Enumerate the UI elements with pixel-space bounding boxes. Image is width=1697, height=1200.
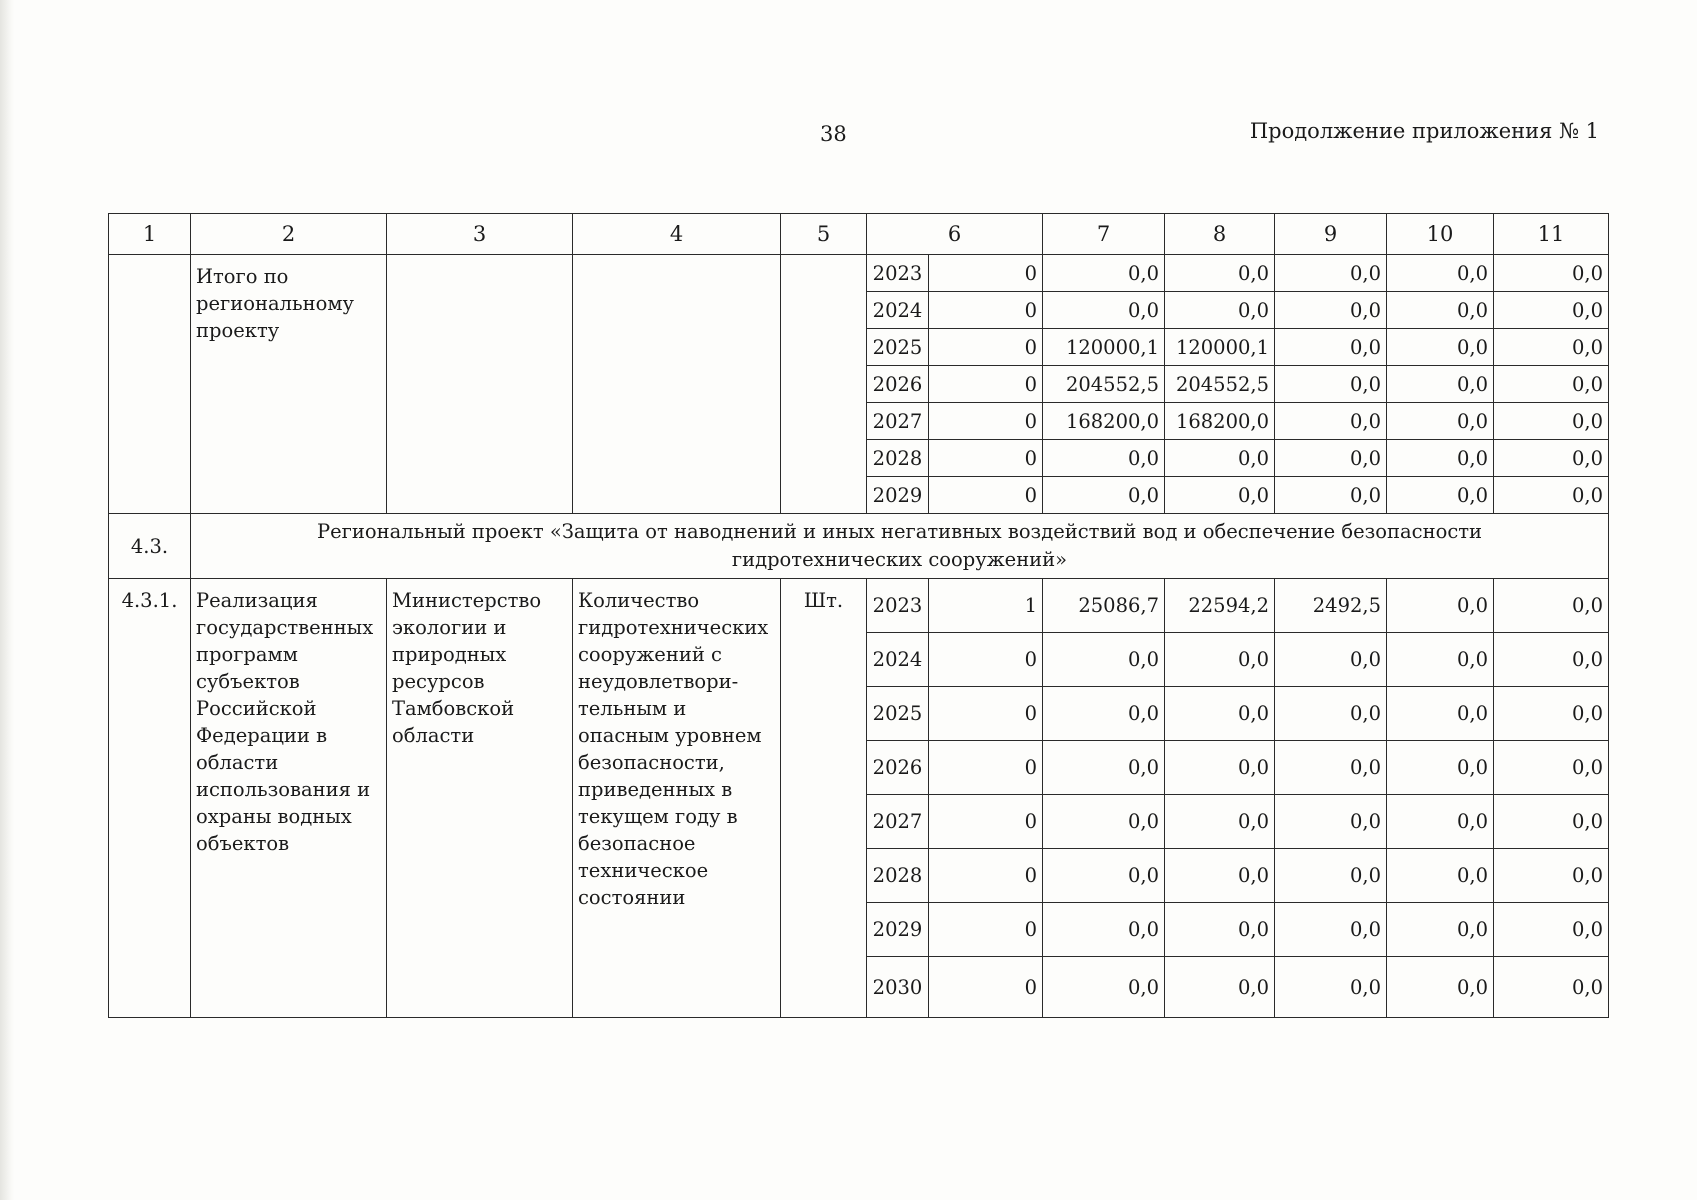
- value-cell: 0,0: [1165, 477, 1275, 514]
- value-cell: 0,0: [1275, 403, 1387, 440]
- value-cell: 0,0: [1275, 292, 1387, 329]
- value-cell: 0: [929, 477, 1043, 514]
- value-cell: 0,0: [1494, 477, 1609, 514]
- value-cell: 0,0: [1275, 957, 1387, 1018]
- value-cell: 0: [929, 255, 1043, 292]
- value-cell: 0,0: [1275, 633, 1387, 687]
- value-cell: 0,0: [1387, 579, 1494, 633]
- value-cell: 0: [929, 633, 1043, 687]
- col-header: 2: [191, 214, 387, 255]
- block-name: Итого по региональному проекту: [191, 255, 387, 514]
- value-cell: 0,0: [1494, 633, 1609, 687]
- section-number: 4.3.: [109, 514, 191, 579]
- value-cell: 0,0: [1494, 440, 1609, 477]
- year-cell: 2024: [867, 292, 929, 329]
- value-cell: 0,0: [1387, 329, 1494, 366]
- value-cell: 0,0: [1275, 687, 1387, 741]
- value-cell: 0,0: [1165, 440, 1275, 477]
- value-cell: 0,0: [1043, 849, 1165, 903]
- table-row: [109, 579, 1609, 633]
- value-cell: 2492,5: [1275, 579, 1387, 633]
- value-cell: 168200,0: [1165, 403, 1275, 440]
- year-cell: 2028: [867, 849, 929, 903]
- value-cell: 120000,1: [1165, 329, 1275, 366]
- value-cell: 0,0: [1275, 255, 1387, 292]
- value-cell: 0: [929, 903, 1043, 957]
- year-cell: 2024: [867, 633, 929, 687]
- value-cell: 0,0: [1043, 477, 1165, 514]
- value-cell: 0,0: [1275, 903, 1387, 957]
- value-cell: 0,0: [1165, 633, 1275, 687]
- col-header: 7: [1043, 214, 1165, 255]
- value-cell: 0,0: [1387, 403, 1494, 440]
- value-cell: 0,0: [1494, 687, 1609, 741]
- value-cell: 25086,7: [1043, 579, 1165, 633]
- value-cell: 0,0: [1275, 741, 1387, 795]
- unit-cell: [781, 255, 867, 514]
- value-cell: 0,0: [1387, 957, 1494, 1018]
- page-number: 38: [820, 122, 847, 146]
- value-cell: 0,0: [1387, 633, 1494, 687]
- value-cell: 22594,2: [1165, 579, 1275, 633]
- program-table: [108, 213, 1609, 1018]
- value-cell: 0: [929, 849, 1043, 903]
- value-cell: 0,0: [1165, 849, 1275, 903]
- value-cell: 0,0: [1387, 687, 1494, 741]
- value-cell: 0,0: [1165, 903, 1275, 957]
- value-cell: 0,0: [1043, 903, 1165, 957]
- value-cell: 0,0: [1494, 329, 1609, 366]
- value-cell: 0,0: [1043, 255, 1165, 292]
- value-cell: 0,0: [1165, 292, 1275, 329]
- value-cell: 204552,5: [1043, 366, 1165, 403]
- year-cell: 2026: [867, 366, 929, 403]
- value-cell: 0,0: [1387, 849, 1494, 903]
- year-cell: 2025: [867, 687, 929, 741]
- col-header: 1: [109, 214, 191, 255]
- value-cell: 0,0: [1387, 292, 1494, 329]
- value-cell: 0,0: [1165, 255, 1275, 292]
- value-cell: 0,0: [1387, 477, 1494, 514]
- value-cell: 204552,5: [1165, 366, 1275, 403]
- value-cell: 0,0: [1387, 795, 1494, 849]
- year-cell: 2029: [867, 903, 929, 957]
- col-header: 6: [867, 214, 1043, 255]
- year-cell: 2023: [867, 255, 929, 292]
- year-cell: 2023: [867, 579, 929, 633]
- item-indicator: Количество гидротехнических сооружений с неудовлетвори-тельным и опасным уровнем безопасности, приведенных в текущем году в безопасное техническое состоянии: [573, 579, 781, 1018]
- value-cell: 0,0: [1165, 795, 1275, 849]
- value-cell: 0,0: [1494, 741, 1609, 795]
- value-cell: 0,0: [1494, 255, 1609, 292]
- value-cell: 0,0: [1275, 849, 1387, 903]
- value-cell: 0,0: [1275, 366, 1387, 403]
- value-cell: 0,0: [1275, 440, 1387, 477]
- value-cell: 0: [929, 403, 1043, 440]
- year-cell: 2030: [867, 957, 929, 1018]
- item-unit: Шт.: [781, 579, 867, 1018]
- value-cell: 0: [929, 329, 1043, 366]
- col-header: 10: [1387, 214, 1494, 255]
- value-cell: 1: [929, 579, 1043, 633]
- value-cell: 0,0: [1043, 687, 1165, 741]
- value-cell: 0,0: [1165, 741, 1275, 795]
- year-cell: 2028: [867, 440, 929, 477]
- item-name: Реализация государственных программ субъектов Российской Федерации в области использования и охраны водных объектов: [191, 579, 387, 1018]
- year-cell: 2029: [867, 477, 929, 514]
- value-cell: 0: [929, 366, 1043, 403]
- value-cell: 0: [929, 957, 1043, 1018]
- value-cell: 0: [929, 741, 1043, 795]
- value-cell: 0: [929, 292, 1043, 329]
- col-header: 8: [1165, 214, 1275, 255]
- value-cell: 0,0: [1043, 957, 1165, 1018]
- col-header: 5: [781, 214, 867, 255]
- year-cell: 2026: [867, 741, 929, 795]
- year-cell: 2027: [867, 403, 929, 440]
- col-header: 4: [573, 214, 781, 255]
- year-cell: 2027: [867, 795, 929, 849]
- year-cell: 2025: [867, 329, 929, 366]
- col-header: 9: [1275, 214, 1387, 255]
- value-cell: 0,0: [1165, 957, 1275, 1018]
- row-number-cell: [109, 255, 191, 514]
- col-header: 11: [1494, 214, 1609, 255]
- scan-edge-shadow: [0, 0, 14, 1200]
- item-executor: Министерство экологии и природных ресурсов Тамбовской области: [387, 579, 573, 1018]
- value-cell: 0,0: [1494, 366, 1609, 403]
- appendix-note: Продолжение приложения № 1: [1249, 119, 1599, 143]
- value-cell: 0,0: [1494, 957, 1609, 1018]
- value-cell: 0: [929, 795, 1043, 849]
- value-cell: 0: [929, 440, 1043, 477]
- executor-cell: [387, 255, 573, 514]
- value-cell: 0,0: [1275, 477, 1387, 514]
- col-header: 3: [387, 214, 573, 255]
- section-title: Региональный проект «Защита от наводнений и иных негативных воздействий вод и обеспечение безопасности гидротехнических сооружений»: [191, 514, 1609, 579]
- value-cell: 0,0: [1043, 741, 1165, 795]
- value-cell: 120000,1: [1043, 329, 1165, 366]
- value-cell: 0,0: [1043, 633, 1165, 687]
- value-cell: 0,0: [1494, 903, 1609, 957]
- value-cell: 0,0: [1494, 579, 1609, 633]
- item-number: 4.3.1.: [109, 579, 191, 1018]
- value-cell: 0,0: [1387, 440, 1494, 477]
- value-cell: 0,0: [1043, 292, 1165, 329]
- value-cell: 0,0: [1387, 366, 1494, 403]
- value-cell: 0,0: [1043, 795, 1165, 849]
- value-cell: 0,0: [1387, 255, 1494, 292]
- value-cell: 0,0: [1387, 903, 1494, 957]
- value-cell: 0,0: [1275, 795, 1387, 849]
- value-cell: 0,0: [1494, 403, 1609, 440]
- value-cell: 168200,0: [1043, 403, 1165, 440]
- value-cell: 0,0: [1494, 292, 1609, 329]
- value-cell: 0,0: [1494, 795, 1609, 849]
- indicator-cell: [573, 255, 781, 514]
- value-cell: 0,0: [1387, 741, 1494, 795]
- value-cell: 0,0: [1275, 329, 1387, 366]
- header-row: [109, 214, 1609, 255]
- value-cell: 0,0: [1043, 440, 1165, 477]
- section-row: [109, 514, 1609, 579]
- value-cell: 0,0: [1165, 687, 1275, 741]
- value-cell: 0,0: [1494, 849, 1609, 903]
- table-row: [109, 255, 1609, 292]
- value-cell: 0: [929, 687, 1043, 741]
